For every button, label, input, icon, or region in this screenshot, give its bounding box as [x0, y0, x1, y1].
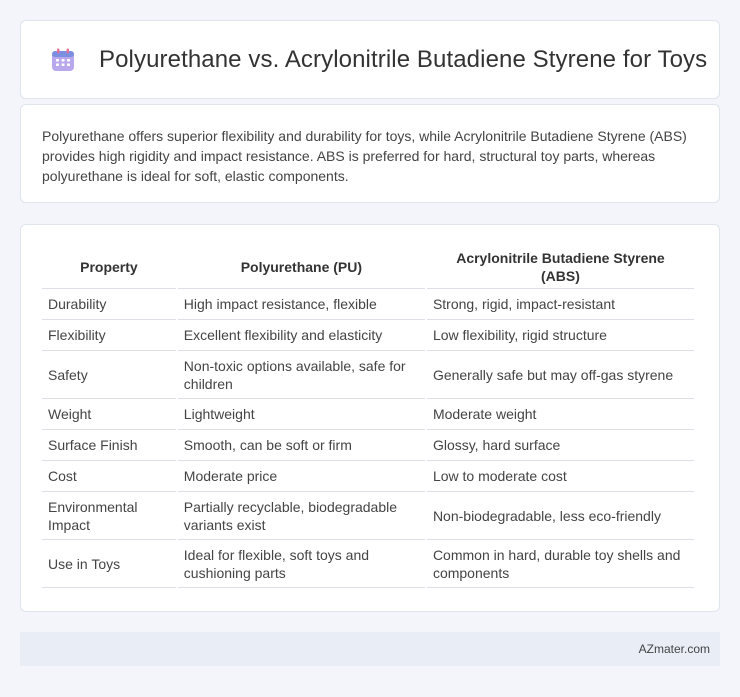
polyurethane-cell: High impact resistance, flexible [178, 289, 425, 320]
property-cell: Environmental Impact [42, 492, 176, 540]
column-header-property: Property [42, 245, 176, 289]
calendar-icon [51, 48, 75, 72]
polyurethane-cell: Moderate price [178, 461, 425, 492]
footer-brand: AZmater.com [638, 642, 710, 656]
polyurethane-cell: Non-toxic options available, safe for children [178, 351, 425, 399]
summary-card [20, 104, 720, 203]
polyurethane-cell: Lightweight [178, 399, 425, 430]
property-cell: Flexibility [42, 320, 176, 351]
column-header-abs: Acrylonitrile Butadiene Styrene (ABS) [427, 245, 694, 289]
table-row [42, 399, 694, 430]
abs-cell: Generally safe but may off-gas styrene [427, 351, 694, 399]
table-row [42, 540, 694, 588]
abs-cell: Low flexibility, rigid structure [427, 320, 694, 351]
table-header-row [42, 245, 694, 289]
property-cell: Weight [42, 399, 176, 430]
property-cell: Safety [42, 351, 176, 399]
abs-cell: Non-biodegradable, less eco-friendly [427, 492, 694, 540]
polyurethane-cell: Partially recyclable, biodegradable variants exist [178, 492, 425, 540]
table-row [42, 351, 694, 399]
comparison-table-card [20, 224, 720, 612]
summary-text: Polyurethane offers superior flexibility and durability for toys, while Acrylonitrile Butadiene Styrene (ABS) provides high rigidity and impact resistance. ABS is preferred for hard, structural toy parts, whereas polyurethane is ideal for soft, elastic components. [42, 128, 687, 184]
header-card [20, 20, 720, 99]
table-row [42, 320, 694, 351]
abs-cell: Moderate weight [427, 399, 694, 430]
property-cell: Use in Toys [42, 540, 176, 588]
table-row [42, 289, 694, 320]
polyurethane-cell: Excellent flexibility and elasticity [178, 320, 425, 351]
abs-cell: Glossy, hard surface [427, 430, 694, 461]
polyurethane-cell: Smooth, can be soft or firm [178, 430, 425, 461]
abs-cell: Low to moderate cost [427, 461, 694, 492]
property-cell: Durability [42, 289, 176, 320]
table-row [42, 461, 694, 492]
footer [20, 632, 720, 666]
abs-cell: Common in hard, durable toy shells and components [427, 540, 694, 588]
table-row [42, 430, 694, 461]
page-title: Polyurethane vs. Acrylonitrile Butadiene Styrene for Toys [99, 45, 708, 73]
polyurethane-cell: Ideal for flexible, soft toys and cushioning parts [178, 540, 425, 588]
column-header-polyurethane: Polyurethane (PU) [178, 245, 425, 289]
comparison-table [40, 245, 696, 588]
property-cell: Surface Finish [42, 430, 176, 461]
property-cell: Cost [42, 461, 176, 492]
table-row [42, 492, 694, 540]
abs-cell: Strong, rigid, impact-resistant [427, 289, 694, 320]
